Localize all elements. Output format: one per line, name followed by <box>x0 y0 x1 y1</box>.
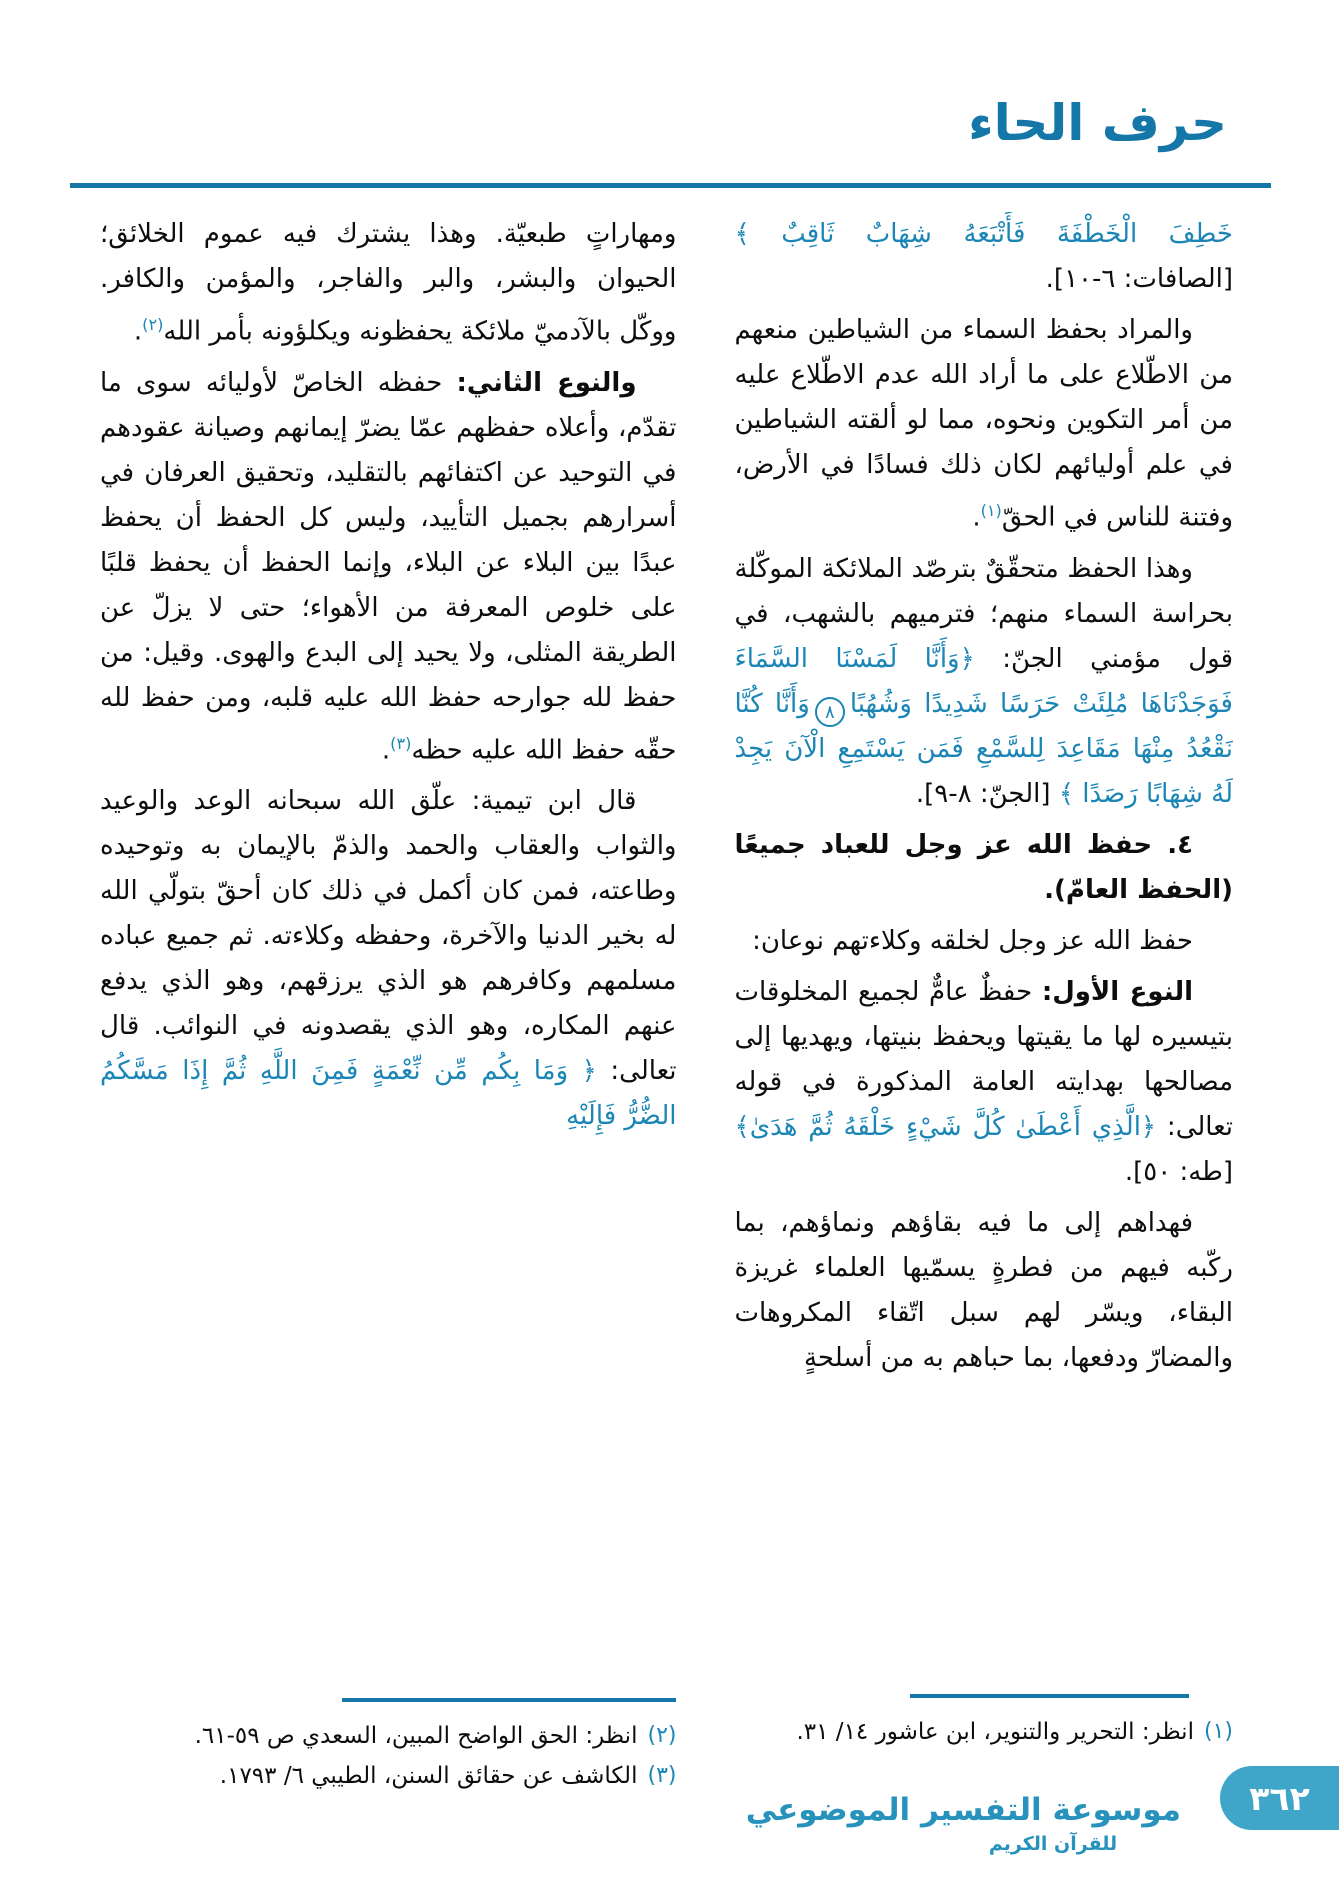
verse-reference: [الجنّ: ٨-٩]. <box>915 779 1059 810</box>
ayah-number-marker: ٨ <box>815 697 845 727</box>
paragraph-tail: . <box>381 735 391 766</box>
logo-title: موسوعة التفسير الموضوعي <box>745 1792 1181 1829</box>
verse-text: خَطِفَ الْخَطْفَةَ فَأَتْبَعَهُ شِهَابٌ ثَاقِبٌ ﴾ <box>734 219 1233 249</box>
footnote-number: (٣) <box>647 1763 677 1788</box>
footnote-3 <box>100 1756 676 1796</box>
page-number-badge <box>1220 1766 1339 1830</box>
paragraph-type-one <box>734 970 1233 1195</box>
text-columns <box>100 212 1233 1792</box>
footnotes-right <box>734 1694 1233 1752</box>
header-rule <box>70 183 1271 188</box>
paragraph-continuation <box>100 212 676 355</box>
footnote-separator <box>342 1698 676 1702</box>
paragraph-text: حفظٌ عامٌّ لجميع المخلوقات بتيسيره لها ما يقيتها ويحفظ بنيتها، ويهديها إلى مصالحها بهدايته العامة المذكورة في قوله تعالى: <box>734 977 1233 1143</box>
footnote-2 <box>100 1716 676 1756</box>
publisher-logo <box>745 1792 1181 1856</box>
page-number: ٣٦٢ <box>1249 1778 1310 1818</box>
footnote-marker-3: (٣) <box>390 733 412 753</box>
footnote-text: الكاشف عن حقائق السنن، الطيبي ٦/ ١٧٩٣. <box>219 1763 638 1789</box>
paragraph-with-verse <box>734 547 1233 818</box>
verse-reference: [الصافات: ٦-١٠]. <box>1045 264 1233 294</box>
paragraph <box>734 308 1233 541</box>
column-right <box>734 212 1233 1792</box>
footnote-separator <box>910 1694 1189 1698</box>
footnote-1 <box>734 1712 1233 1752</box>
paragraph-ibn-taymiyyah <box>100 779 676 1139</box>
column-left-body <box>100 212 676 1145</box>
paragraph-text: والمراد بحفظ السماء من الشياطين منعهم من الاطّلاع على ما أراد الله عدم الاطّلاع عليه من أمر التكوين ونحوه، مما لو ألقته الشياطين في علم أوليائهم لكان ذلك فسادًا في الأرض، وفتنة للناس في الحقّ <box>734 315 1233 533</box>
verse-text: وَأَنَّا كُنَّا نَقْعُدُ مِنْهَا مَقَاعِدَ لِلسَّمْعِ فَمَن يَسْتَمِعِ الْآنَ يَجِدْ لَهُ شِهَابًا رَصَدًا ﴾ <box>734 688 1233 810</box>
footnote-number: (١) <box>1203 1719 1233 1744</box>
verse-text: ﴿وَأَنَّا لَمَسْنَا السَّمَاءَ فَوَجَدْنَاهَا مُلِئَتْ حَرَسًا شَدِيدًا وَشُهُبًا <box>734 643 1233 719</box>
paragraph-text: وهذا الحفظ متحقّقٌ بترصّد الملائكة الموكّلة بحراسة السماء منهم؛ فترميهم بالشهب، في قول مؤمني الجنّ: <box>734 553 1233 674</box>
column-left <box>100 212 676 1792</box>
lead-phrase: والنوع الثاني: <box>456 367 637 398</box>
footnote-marker-2: (٢) <box>142 315 164 334</box>
chapter-header-title: حرف الحاء <box>968 94 1227 152</box>
section-heading-4: ٤. حفظ الله عز وجل للعباد جميعًا (الحفظ العامّ). <box>734 830 1233 906</box>
verse-reference: [طه: ٥٠]. <box>1124 1157 1233 1188</box>
paragraph: فهداهم إلى ما فيه بقاؤهم ونماؤهم، بما ركّبه فيهم من فطرةٍ يسمّيها العلماء غريزة البقاء، ويسّر لهم سبل اتّقاء المكروهات والمضارّ ودفعها، بما حباهم به من أسلحةٍ <box>734 1208 1233 1374</box>
verse-text: ﴿الَّذِي أَعْطَىٰ كُلَّ شَيْءٍ خَلْقَهُ ثُمَّ هَدَىٰ﴾ <box>734 1112 1157 1143</box>
column-right-body <box>734 212 1233 1387</box>
paragraph: حفظ الله عز وجل لخلقه وكلاءتهم نوعان: <box>752 926 1193 957</box>
lead-phrase: النوع الأول: <box>1041 977 1193 1008</box>
paragraph-text: حفظه الخاصّ لأوليائه سوى ما تقدّم، وأعلاه حفظهم عمّا يضرّ إيمانهم وصيانة عقودهم في التوحيد عن اكتفائهم بالتقليد، وتحقيق العرفان في أسرارهم بجميل التأييد، وليس كل الحفظ أن يحفظ عبدًا بين البلاء عن البلاء، وإنما الحفظ أن يحفظ قلبًا على خلوص المعرفة من الأهواء؛ حتى لا يزلّ عن الطريقة المثلى، ولا يحيد إلى البدع والهوى. وقيل: من حفظ لله جوارحه حفظ الله عليه قلبه، ومن حفظ لله حقّه حفظ الله عليه حظه <box>100 367 677 766</box>
paragraph-tail: . <box>972 502 981 533</box>
footnote-text: انظر: التحرير والتنوير، ابن عاشور ١٤/ ٣١. <box>796 1719 1194 1745</box>
paragraph-type-two <box>100 361 676 774</box>
quran-verse-saffat <box>734 212 1233 302</box>
paragraph-tail: . <box>133 316 143 347</box>
footnote-number: (٢) <box>647 1723 677 1748</box>
footnote-text: انظر: الحق الواضح المبين، السعدي ص ٥٩-٦١. <box>194 1723 638 1749</box>
paragraph-text: ومهاراتٍ طبعيّة. وهذا يشترك فيه عموم الخلائق؛ الحيوان والبشر، والبر والفاجر، والمؤمن والكافر. ووكّل بالآدميّ ملائكة يحفظونه ويكلؤونه بأمر الله <box>100 219 677 347</box>
footnotes-left <box>100 1698 676 1796</box>
verse-text: ﴿ وَمَا بِكُم مِّن نِّعْمَةٍ فَمِنَ اللَّهِ ثُمَّ إِذَا مَسَّكُمُ الضُّرُّ فَإِلَيْهِ <box>100 1056 677 1132</box>
logo-subtitle: للقرآن الكريم <box>988 1833 1118 1856</box>
footnote-marker-1: (١) <box>980 501 1002 520</box>
paragraph-text: قال ابن تيمية: علّق الله سبحانه الوعد والوعيد والثواب والعقاب والحمد والذمّ بالإيمان به وتوحيده وطاعته، فمن كان أكمل في ذلك كان أحقّ بتولّي الله له بخير الدنيا والآخرة، وحفظه وكلاءته. ثم جميع عباده مسلمهم وكافرهم هو الذي يرزقهم، وهو الذي يدفع عنهم المكاره، وهو الذي يقصدونه في النوائب. قال تعالى: <box>100 786 677 1087</box>
